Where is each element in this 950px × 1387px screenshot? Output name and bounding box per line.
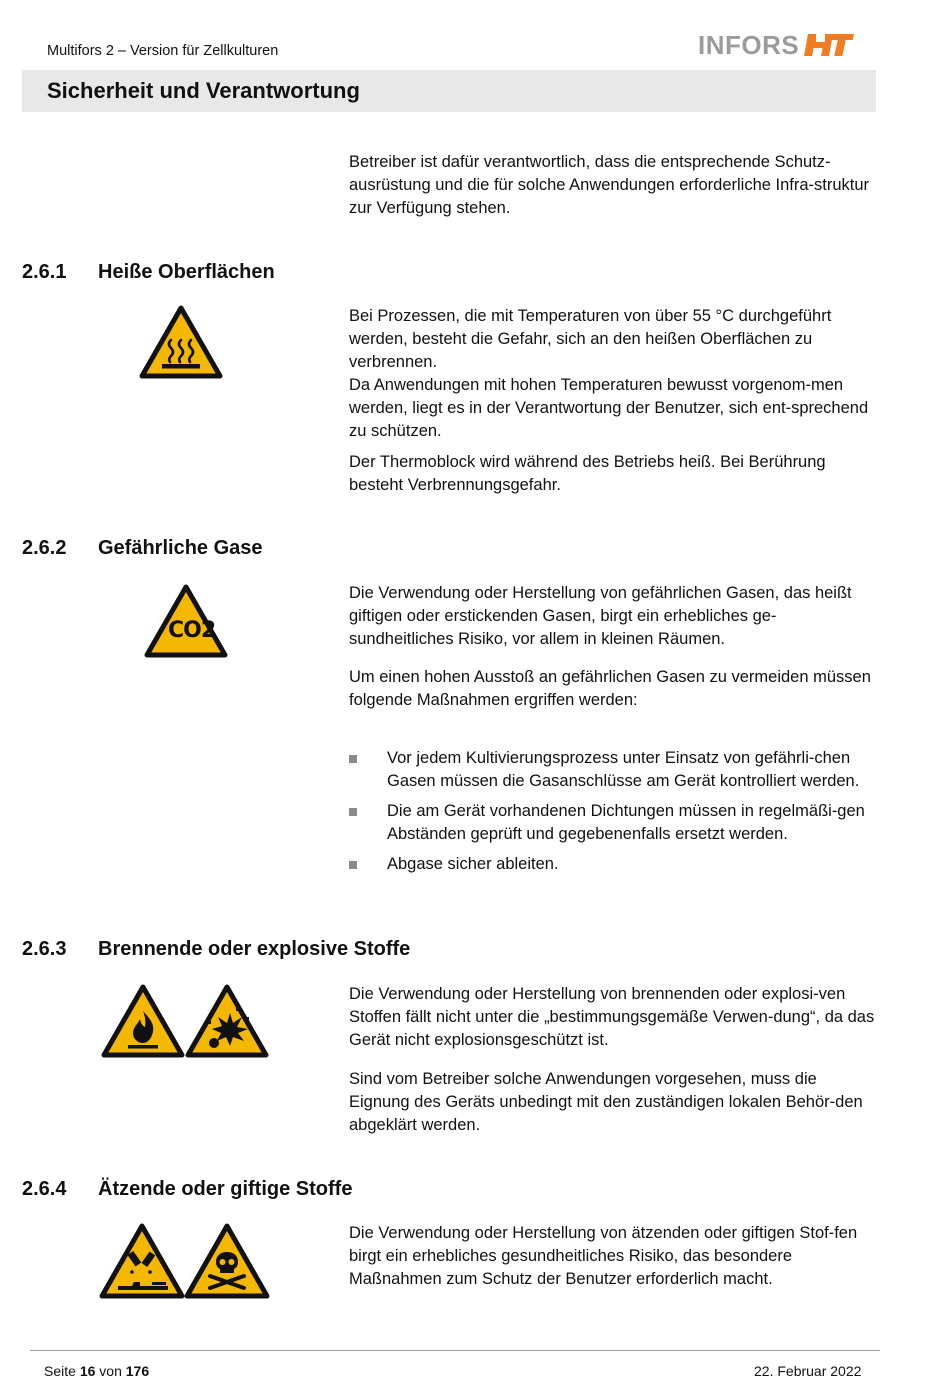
document-date: 22. Februar 2022 (754, 1363, 862, 1379)
list-item-text: Die am Gerät vorhandenen Dichtungen müssen in regelmäßi-gen Abständen geprüft und gegebenenfalls ersetzt werden. (387, 802, 865, 843)
hot-surfaces-paragraph-3: Der Thermoblock wird während des Betriebs heiß. Bei Berührung besteht Verbrennungsgefahr. (349, 453, 826, 494)
gases-paragraph-1: Die Verwendung oder Herstellung von gefährlichen Gasen, das heißt giftigen oder erstickenden Gasen, birgt ein erhebliches ge-sundheitliches Risiko, vor allem in kleinen Räumen. (349, 584, 852, 648)
hot-surfaces-paragraph-1: Bei Prozessen, die mit Temperaturen von über 55 °C durchgeführt werden, besteht die Gefahr, sich an den heißen Oberflächen zu verbrennen. (349, 307, 832, 371)
hot-surfaces-paragraph-2: Da Anwendungen mit hohen Temperaturen bewusst vorgenom-men werden, liegt es in der Verantwortung der Benutzer, sich ent-sprechend zu schützen. (349, 376, 869, 440)
heading-number: 2.6.3 (22, 938, 67, 960)
heading-number: 2.6.4 (22, 1178, 67, 1200)
list-item-text: Vor jedem Kultivierungsprozess unter Einsatz von gefährli-chen Gasen müssen die Gasanschlüsse am Gerät kontrolliert werden. (387, 749, 860, 790)
corrosive-paragraph-1: Die Verwendung oder Herstellung von ätzenden oder giftigen Stof-fen birgt ein erhebliches gesundheitliches Risiko, das besondere Maßnahmen zum Schutz der Benutzer erforderlich macht. (349, 1224, 858, 1288)
page-total: 176 (125, 1363, 150, 1379)
flammable-warning-icon (100, 983, 186, 1059)
list-item (349, 800, 879, 846)
logo-ht-mark (804, 32, 856, 58)
bullet-square-icon (349, 861, 357, 869)
heading-flammable-explosive (22, 938, 410, 961)
toxic-warning-icon (183, 1222, 271, 1300)
heading-dangerous-gases (22, 537, 263, 560)
heading-title: Heiße Oberflächen (98, 261, 275, 283)
co2-icon-label: CO2 (168, 618, 216, 643)
bullet-square-icon (349, 808, 357, 816)
page-number (44, 1363, 149, 1379)
flammable-paragraph-2: Sind vom Betreiber solche Anwendungen vorgesehen, muss die Eignung des Geräts unbedingt mit den zuständigen lokalen Behör-den abgeklärt werden. (349, 1070, 863, 1134)
document-subtitle: Multifors 2 – Version für Zellkulturen (47, 43, 279, 59)
list-item (349, 747, 879, 793)
flammable-paragraph-1: Die Verwendung oder Herstellung von brennenden oder explosi-ven Stoffen fällt nicht unter die „bestimmungsgemäße Verwen-dung“, da das Gerät nicht explosionsgeschützt ist. (349, 985, 875, 1049)
gases-measures-list (349, 747, 879, 883)
bullet-square-icon (349, 755, 357, 763)
footer-divider (30, 1350, 880, 1351)
heading-title: Brennende oder explosive Stoffe (98, 938, 411, 960)
section-title-bar (22, 70, 876, 112)
logo-text: INFORS (698, 29, 800, 60)
page-sep: von (95, 1363, 126, 1379)
list-item (349, 853, 879, 876)
page-prefix: Seite (44, 1363, 80, 1379)
intro-paragraph: Betreiber ist dafür verantwortlich, dass die entsprechende Schutz-ausrüstung und die für solche Anwendungen erforderliche Infra-struktur zur Verfügung stehen. (349, 153, 870, 217)
infors-ht-logo (698, 30, 856, 60)
co2-warning-icon (143, 583, 229, 659)
corrosive-warning-icon (98, 1222, 186, 1300)
heading-number: 2.6.1 (22, 261, 67, 283)
gases-paragraph-2: Um einen hohen Ausstoß an gefährlichen Gasen zu vermeiden müssen folgende Maßnahmen ergriffen werden: (349, 668, 871, 709)
section-title: Sicherheit und Verantwortung (47, 78, 360, 103)
heading-number: 2.6.2 (22, 537, 67, 559)
hot-surface-warning-icon (139, 305, 223, 379)
heading-hot-surfaces (22, 261, 275, 284)
heading-title: Gefährliche Gase (98, 537, 263, 559)
explosive-warning-icon (184, 983, 270, 1059)
page-current: 16 (79, 1363, 96, 1379)
heading-title: Ätzende oder giftige Stoffe (98, 1178, 353, 1200)
heading-corrosive-toxic (22, 1178, 352, 1201)
list-item-text: Abgase sicher ableiten. (387, 855, 559, 873)
